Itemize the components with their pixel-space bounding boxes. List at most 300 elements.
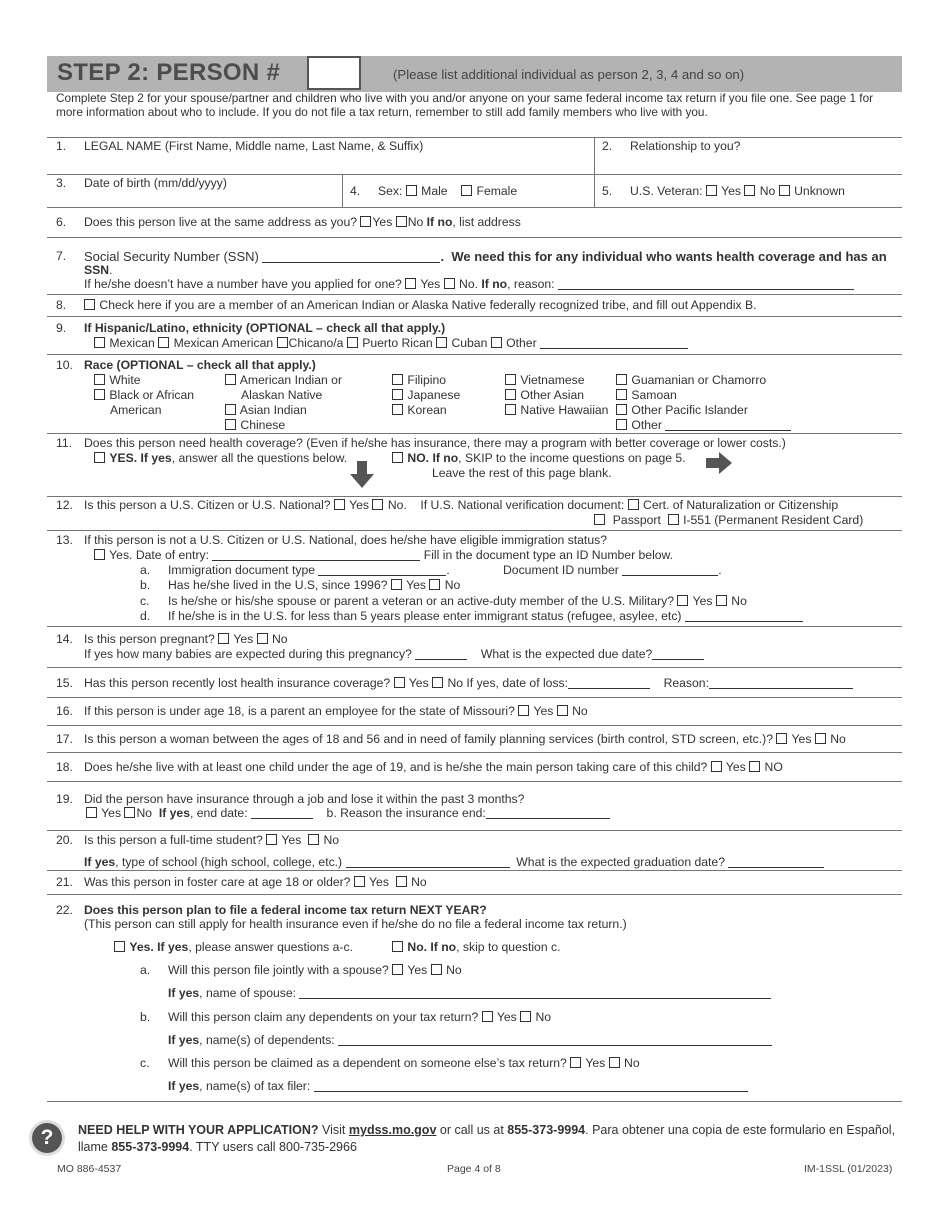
divider: [47, 894, 902, 895]
same-address-no-checkbox[interactable]: [396, 216, 407, 227]
q13c-yes: Yes: [692, 594, 713, 608]
tax-return-no-text: , skip to question c.: [456, 940, 561, 954]
citizen-no-checkbox[interactable]: [372, 499, 383, 510]
ssn-note: We need this for any individual who wants health coverage and has an: [451, 249, 887, 264]
race-option-label: Filipino: [407, 373, 447, 387]
race-japanese-checkbox[interactable]: [392, 389, 403, 400]
ethnicity-option-label: Chicano/a: [288, 336, 344, 350]
babies-label: If yes how many babies are expected during this pregnancy?: [84, 647, 412, 661]
coverage-no-text: , SKIP to the income questions on page 5.: [458, 451, 686, 465]
sex-question: [378, 184, 517, 199]
claimed-dependent-label: Will this person be claimed as a dependent on someone else’s tax return?: [168, 1056, 567, 1070]
claimed-dependent-question: [168, 1056, 640, 1071]
race-option-label: Other: [631, 418, 662, 432]
student-details: [84, 855, 824, 870]
ssn-note-end: SSN.: [84, 263, 113, 277]
ssn-dot: .: [440, 249, 445, 264]
q6-label: Does this person live at the same address as you?: [84, 215, 358, 229]
race-guamanian-checkbox[interactable]: [616, 374, 627, 385]
foster-care-yes-checkbox[interactable]: [354, 876, 365, 887]
divider: [47, 830, 902, 831]
coverage-yes: [94, 451, 347, 466]
help-call: or call us at: [436, 1123, 508, 1137]
pregnant-no-label: No: [272, 632, 288, 646]
help-spanish: . Para obtener una copia de este formulario en Español, llame: [78, 1123, 896, 1154]
q22b-letter: b.: [140, 1010, 151, 1024]
race-option-label: Japanese: [407, 388, 461, 402]
race-other: [616, 418, 791, 433]
state-employee-yes-checkbox[interactable]: [518, 705, 529, 716]
tax-filer-names: [168, 1079, 748, 1094]
due-date-label: What is the expected due date?: [480, 647, 653, 661]
veteran-no-label: No: [759, 184, 776, 198]
passport-label: Passport: [612, 513, 661, 527]
job-insurance-no-label: No: [136, 806, 153, 820]
race-asian-indian: [225, 403, 307, 418]
lost-coverage-label: Has this person recently lost health insurance coverage?: [84, 676, 391, 690]
race-korean: [392, 403, 447, 418]
lost-coverage-no-checkbox[interactable]: [432, 677, 443, 688]
race-option-label: Alaskan Native: [241, 388, 323, 402]
person-number-field[interactable]: [307, 56, 361, 90]
q13d-letter: d.: [140, 609, 151, 623]
q10-number: 10.: [56, 358, 73, 372]
date-of-loss-field[interactable]: [568, 677, 650, 689]
immigration-question: If this person is not a U.S. Citizen or U.S. National, does he/she have eligible immigration status?: [84, 533, 607, 547]
ethnicity-chicano-checkbox[interactable]: [277, 337, 288, 348]
race-filipino: [392, 373, 446, 388]
tribe-checkbox[interactable]: [84, 299, 95, 310]
relationship-field[interactable]: Relationship to you?: [630, 139, 741, 153]
race-vietnamese-checkbox[interactable]: [505, 374, 516, 385]
help-tty: . TTY users call 800-735-2966: [189, 1139, 357, 1154]
naturalization-label: Cert. of Naturalization or Citizenship: [643, 498, 839, 512]
divider: [594, 137, 595, 207]
ethnicity-option-label: Other: [506, 336, 537, 350]
q13d-label: If he/she is in the U.S. for less than 5 years please enter immigrant status (refugee, asylee, etc): [168, 609, 682, 623]
file-jointly-label: Will this person file jointly with a spouse?: [168, 963, 389, 977]
foster-care-no-label: No: [411, 875, 427, 889]
race-american-indian-checkbox[interactable]: [225, 374, 236, 385]
claim-dependents-label: Will this person claim any dependents on your tax return?: [168, 1010, 479, 1024]
female-label: Female: [476, 184, 518, 198]
q9-number: 9.: [56, 321, 67, 335]
coverage-question: Does this person need health coverage? (Even if he/she has insurance, there may a program with better coverage or lower costs.): [84, 436, 786, 450]
claim-dependents-yes-checkbox[interactable]: [482, 1011, 493, 1022]
q22-number: 22.: [56, 903, 73, 917]
family-planning-yes-label: Yes: [791, 732, 812, 746]
tax-filer-label: , name(s) of tax filer:: [199, 1079, 311, 1093]
help-phone-2: 855-373-9994: [111, 1139, 190, 1154]
q3-number: 3.: [56, 176, 67, 190]
same-address-question: [84, 215, 521, 230]
verification-options-2: [594, 513, 863, 528]
student-no-checkbox[interactable]: [308, 834, 319, 845]
race-option-label: Native Hawaiian: [520, 403, 609, 417]
i551-checkbox[interactable]: [668, 514, 679, 525]
divider: [47, 752, 902, 753]
sex-label: Sex:: [378, 184, 403, 198]
divider: [47, 626, 902, 627]
divider: [47, 207, 902, 208]
race-option-label: Chinese: [240, 418, 286, 432]
spouse-name-label: , name of spouse:: [199, 986, 297, 1000]
ethnicity-puerto-rican-checkbox[interactable]: [347, 337, 358, 348]
state-employee-no-label: No: [572, 704, 588, 718]
race-guamanian: [616, 373, 766, 388]
foster-care-no-checkbox[interactable]: [396, 876, 407, 887]
race-japanese: [392, 388, 460, 403]
job-insurance-yes-checkbox[interactable]: [86, 807, 97, 818]
q21-number: 21.: [56, 875, 73, 889]
citizen-no-label: No.: [387, 498, 407, 512]
dependents-names: [168, 1033, 772, 1048]
race-asian-indian-checkbox[interactable]: [225, 404, 236, 415]
tax-return-no-checkbox[interactable]: [392, 941, 403, 952]
verification-label: If U.S. National verification document:: [420, 498, 625, 512]
q13c-letter: c.: [140, 594, 150, 608]
family-planning-no-label: No: [830, 732, 846, 746]
race-native-hawaiian-checkbox[interactable]: [505, 404, 516, 415]
ssn-reason-label: , reason:: [507, 277, 555, 291]
q6-number: 6.: [56, 215, 67, 229]
state-employee-yes-label: Yes: [533, 704, 554, 718]
ssn-ifno: If no: [481, 277, 508, 291]
state-employee-question: [84, 704, 588, 719]
race-option-label: Samoan: [631, 388, 677, 402]
ssn-applied-yes-label: Yes: [420, 277, 441, 291]
state-employee-no-checkbox[interactable]: [557, 705, 568, 716]
lost-reason-label: Reason:: [663, 676, 709, 690]
divider: [47, 294, 902, 295]
help-section: [78, 1122, 903, 1156]
race-other-checkbox[interactable]: [616, 419, 627, 430]
ethnicity-other-checkbox[interactable]: [491, 337, 502, 348]
q13c-label: Is he/she or his/she spouse or parent a veteran or an active-duty member of the U.S. Military?: [168, 594, 675, 608]
job-insurance-yes-label: Yes: [101, 806, 122, 820]
race-label: Race (OPTIONAL – check all that apply.): [84, 358, 316, 372]
ethnicity-option-label: Mexican American: [173, 336, 274, 350]
race-black-checkbox[interactable]: [94, 389, 105, 400]
male-label: Male: [421, 184, 448, 198]
job-insurance-answers: [86, 806, 610, 821]
divider: [47, 781, 902, 782]
race-heading: [84, 358, 316, 373]
foster-care-label: Was this person in foster care at age 18 or older?: [84, 875, 351, 889]
ethnicity-mexican-american-checkbox[interactable]: [158, 337, 169, 348]
form-number: MO 886-4537: [57, 1163, 122, 1175]
date-of-birth-field[interactable]: Date of birth (mm/dd/yyyy): [84, 176, 227, 190]
ethnicity-cuban-checkbox[interactable]: [436, 337, 447, 348]
q18-number: 18.: [56, 760, 73, 774]
naturalization-checkbox[interactable]: [628, 499, 639, 510]
tax-return-yes-text: , please answer questions a-c.: [188, 940, 353, 954]
claimed-dependent-no-checkbox[interactable]: [609, 1057, 620, 1068]
divider: [47, 354, 902, 355]
citizen-label: Is this person a U.S. Citizen or U.S. National?: [84, 498, 331, 512]
ssn-applied-question: [84, 277, 854, 292]
race-native-hawaiian: [505, 403, 608, 418]
insurance-end-reason-label: b. Reason the insurance end:: [326, 806, 486, 820]
citizen-yes-checkbox[interactable]: [334, 499, 345, 510]
step-note: (Please list additional individual as person 2, 3, 4 and so on): [393, 67, 745, 82]
student-label: Is this person a full-time student?: [84, 833, 263, 847]
race-samoan-checkbox[interactable]: [616, 389, 627, 400]
tax-return-label: Does this person plan to file a federal income tax return NEXT YEAR?: [84, 903, 487, 917]
ssn-label: Social Security Number (SSN): [84, 249, 259, 264]
race-vietnamese: [505, 373, 585, 388]
job-insurance-no-checkbox[interactable]: [124, 807, 135, 818]
ssn-applied-label: If he/she doesn’t have a number have you applied for one?: [84, 277, 402, 291]
tax-return-no-bold: No. If no: [407, 940, 457, 954]
tax-return-yes-checkbox[interactable]: [114, 941, 125, 952]
student-no-label: No: [323, 833, 340, 847]
help-title: NEED HELP WITH YOUR APPLICATION?: [78, 1123, 319, 1137]
divider: [47, 174, 902, 175]
due-date-field[interactable]: [652, 648, 704, 660]
claimed-dependent-yes-checkbox[interactable]: [570, 1057, 581, 1068]
foster-care-question: [84, 875, 427, 890]
student-yes-checkbox[interactable]: [266, 834, 277, 845]
military-yes-checkbox[interactable]: [677, 595, 688, 606]
ssn-field[interactable]: [262, 251, 440, 263]
veteran-unknown-checkbox[interactable]: [779, 185, 790, 196]
passport-checkbox[interactable]: [594, 514, 605, 525]
intro-text: Complete Step 2 for your spouse/partner and children who live with you and/or anyone on your same federal income tax return if you file one. See page 1 for more information about who to include. If you do not file a tax return, remember to still add family members who live with you.: [56, 91, 874, 119]
race-option-label: Other Pacific Islander: [631, 403, 748, 417]
claim-dependents-question: [168, 1010, 551, 1025]
q6-ifno: If no: [426, 215, 453, 229]
veteran-no-checkbox[interactable]: [744, 185, 755, 196]
arrow-right-icon: [706, 452, 732, 474]
since1996-yes-checkbox[interactable]: [391, 579, 402, 590]
female-checkbox[interactable]: [461, 185, 472, 196]
foster-care-yes-label: Yes: [369, 875, 389, 889]
tax-return-yes-bold: Yes. If yes: [129, 940, 189, 954]
q2-number: 2.: [602, 139, 613, 153]
file-jointly-yes-checkbox[interactable]: [392, 964, 403, 975]
q13b-letter: b.: [140, 578, 151, 592]
divider: [47, 697, 902, 698]
race-white: [94, 373, 141, 388]
family-planning-no-checkbox[interactable]: [815, 733, 826, 744]
insurance-end-reason-field[interactable]: [486, 807, 610, 819]
race-other-pacific-checkbox[interactable]: [616, 404, 627, 415]
ssn-applied-no-checkbox[interactable]: [444, 278, 455, 289]
race-korean-checkbox[interactable]: [392, 404, 403, 415]
q12-number: 12.: [56, 498, 73, 512]
caretaker-no-label: NO: [764, 760, 783, 774]
dependents-names-field[interactable]: [338, 1034, 772, 1046]
pregnant-label: Is this person pregnant?: [84, 632, 215, 646]
veteran-question: [630, 184, 845, 199]
same-address-yes-checkbox[interactable]: [360, 216, 371, 227]
divider: [47, 667, 902, 668]
dependents-ifyes: If yes: [168, 1033, 200, 1047]
q13b-label: Has he/she lived in the U.S, since 1996?: [168, 578, 388, 592]
race-filipino-checkbox[interactable]: [392, 374, 403, 385]
tribe-label: Check here if you are a member of an American Indian or Alaska Native federally recognized tribe, and fill out Appendix B.: [99, 298, 757, 312]
pregnant-question: [84, 632, 288, 647]
race-chinese: [225, 418, 285, 433]
race-option-label: Asian Indian: [239, 403, 307, 417]
ethnicity-mexican-checkbox[interactable]: [94, 337, 105, 348]
family-planning-question: [84, 732, 846, 747]
q4-number: 4.: [350, 184, 361, 198]
lost-coverage-yes-checkbox[interactable]: [394, 677, 405, 688]
lost-coverage-no-label: No If yes, date of loss:: [447, 676, 569, 690]
pregnant-yes-checkbox[interactable]: [218, 633, 229, 644]
help-icon: ?: [32, 1123, 62, 1153]
website-link[interactable]: mydss.mo.gov: [348, 1123, 437, 1137]
doc-type-field[interactable]: [318, 564, 446, 576]
q13a: Immigration document type .: [168, 563, 450, 577]
tax-filer-field[interactable]: [314, 1080, 748, 1092]
ssn-note-2: SSN: [84, 263, 110, 277]
pregnancy-details: [84, 647, 704, 662]
legal-name-field[interactable]: LEGAL NAME (First Name, Middle name, Last Name, & Suffix): [84, 139, 424, 153]
caretaker-yes-label: Yes: [725, 760, 746, 774]
coverage-no: [392, 451, 686, 466]
date-of-entry-field[interactable]: [212, 549, 420, 561]
race-option-label: American: [110, 403, 162, 417]
graduation-date-label: What is the expected graduation date?: [516, 855, 725, 869]
race-other-asian-checkbox[interactable]: [505, 389, 516, 400]
q22c-letter: c.: [140, 1056, 150, 1070]
tax-return-question: [84, 903, 487, 918]
ethnicity-option-label: Mexican: [109, 336, 155, 350]
divider: [47, 237, 902, 238]
graduation-date-field[interactable]: [728, 856, 824, 868]
q13b-no: No: [444, 578, 461, 592]
i551-label: I-551 (Permanent Resident Card): [683, 513, 864, 527]
coverage-no-checkbox[interactable]: [392, 452, 403, 463]
race-other-field[interactable]: [665, 419, 791, 431]
coverage-yes-checkbox[interactable]: [94, 452, 105, 463]
coverage-no-bold: NO. If no: [407, 451, 459, 465]
veteran-unknown-label: Unknown: [794, 184, 845, 198]
q19-number: 19.: [56, 792, 73, 806]
citizen-yes-label: Yes: [349, 498, 370, 512]
immigration-yes: [94, 548, 673, 563]
race-samoan: [616, 388, 677, 403]
school-type-field[interactable]: [346, 856, 510, 868]
doc-id-field[interactable]: [622, 564, 718, 576]
race-chinese-checkbox[interactable]: [225, 419, 236, 430]
q13b: [168, 578, 460, 593]
page-number: Page 4 of 8: [447, 1163, 501, 1175]
q13d: [168, 609, 803, 624]
spouse-name-field[interactable]: [299, 987, 771, 999]
student-yes-label: Yes: [281, 833, 302, 847]
help-phone: 855-373-9994: [507, 1123, 586, 1137]
caretaker-label: Does he/she live with at least one child under the age of 19, and is he/she the main person taking care of this child?: [84, 760, 708, 774]
file-jointly-no-label: No: [446, 963, 462, 977]
lost-coverage-yes-label: Yes: [408, 676, 429, 690]
veteran-yes-label: Yes: [721, 184, 741, 198]
help-visit: Visit: [318, 1123, 349, 1137]
veteran-yes-checkbox[interactable]: [706, 185, 717, 196]
ssn-reason-field[interactable]: [558, 278, 854, 290]
q22a-letter: a.: [140, 963, 151, 977]
tax-return-no: [392, 940, 560, 955]
claim-dependents-yes-label: Yes: [496, 1010, 517, 1024]
military-no-checkbox[interactable]: [716, 595, 727, 606]
caretaker-yes-checkbox[interactable]: [711, 761, 722, 772]
ssn-applied-no-label: No.: [459, 277, 478, 291]
race-white-checkbox[interactable]: [94, 374, 105, 385]
q14-number: 14.: [56, 632, 73, 646]
ethnicity-options: [94, 336, 688, 351]
ethnicity-heading: [84, 321, 445, 336]
school-type-label: , type of school (high school, college, etc.): [115, 855, 343, 869]
state-employee-label: If this person is under age 18, is a parent an employee for the state of Missouri?: [84, 704, 515, 718]
q5-number: 5.: [602, 184, 613, 198]
ssn-applied-yes-checkbox[interactable]: [405, 278, 416, 289]
race-option-label: Guamanian or Chamorro: [631, 373, 767, 387]
immigration-yes-checkbox[interactable]: [94, 549, 105, 560]
tribe-question: [84, 298, 757, 313]
ethnicity-other-field[interactable]: [540, 337, 688, 349]
q13b-yes: Yes: [406, 578, 426, 592]
babies-field[interactable]: [415, 648, 467, 660]
q13a-letter: a.: [140, 563, 151, 577]
lost-reason-field[interactable]: [709, 677, 853, 689]
q13c: [168, 594, 747, 609]
spouse-ifyes: If yes: [168, 986, 200, 1000]
divider: [47, 496, 902, 497]
student-question: [84, 833, 339, 848]
claimed-dependent-yes-label: Yes: [585, 1056, 606, 1070]
race-option-label: White: [109, 373, 141, 387]
lost-coverage-question: [84, 676, 853, 691]
date-of-entry-label: Yes. Date of entry:: [109, 548, 209, 562]
q17-number: 17.: [56, 732, 73, 746]
coverage-yes-text: , answer all the questions below.: [171, 451, 348, 465]
file-jointly-no-checkbox[interactable]: [431, 964, 442, 975]
coverage-no-text-2: Leave the rest of this page blank.: [432, 466, 612, 480]
q16-number: 16.: [56, 704, 73, 718]
divider: [47, 530, 902, 531]
divider: [47, 137, 902, 138]
claim-dependents-no-checkbox[interactable]: [520, 1011, 531, 1022]
immigrant-status-field[interactable]: [685, 610, 803, 622]
q6-no-label: No: [407, 215, 424, 229]
caretaker-no-checkbox[interactable]: [749, 761, 760, 772]
step-header: [47, 56, 902, 92]
tax-return-subtext: (This person can still apply for health insurance even if he/she do no file a federal income tax return.): [84, 917, 627, 931]
doc-id-label: Document ID number: [503, 563, 619, 577]
fill-instructions: Fill in the document type an ID Number below.: [423, 548, 674, 562]
citizen-question: [84, 498, 838, 513]
pregnant-no-checkbox[interactable]: [257, 633, 268, 644]
student-ifyes: If yes: [84, 855, 116, 869]
file-jointly-question: [168, 963, 462, 978]
job-insurance-question: Did the person have insurance through a job and lose it within the past 3 months?: [84, 792, 525, 806]
veteran-label: U.S. Veteran:: [630, 184, 703, 198]
since1996-no-checkbox[interactable]: [429, 579, 440, 590]
family-planning-yes-checkbox[interactable]: [776, 733, 787, 744]
end-date-label: , end date:: [190, 806, 248, 820]
end-date-field[interactable]: [251, 807, 313, 819]
divider: [47, 725, 902, 726]
q13-number: 13.: [56, 533, 73, 547]
race-american-indian: [225, 373, 342, 388]
male-checkbox[interactable]: [406, 185, 417, 196]
race-other-pacific: [616, 403, 748, 418]
q8-number: 8.: [56, 298, 67, 312]
race-option-label: Other Asian: [520, 388, 585, 402]
